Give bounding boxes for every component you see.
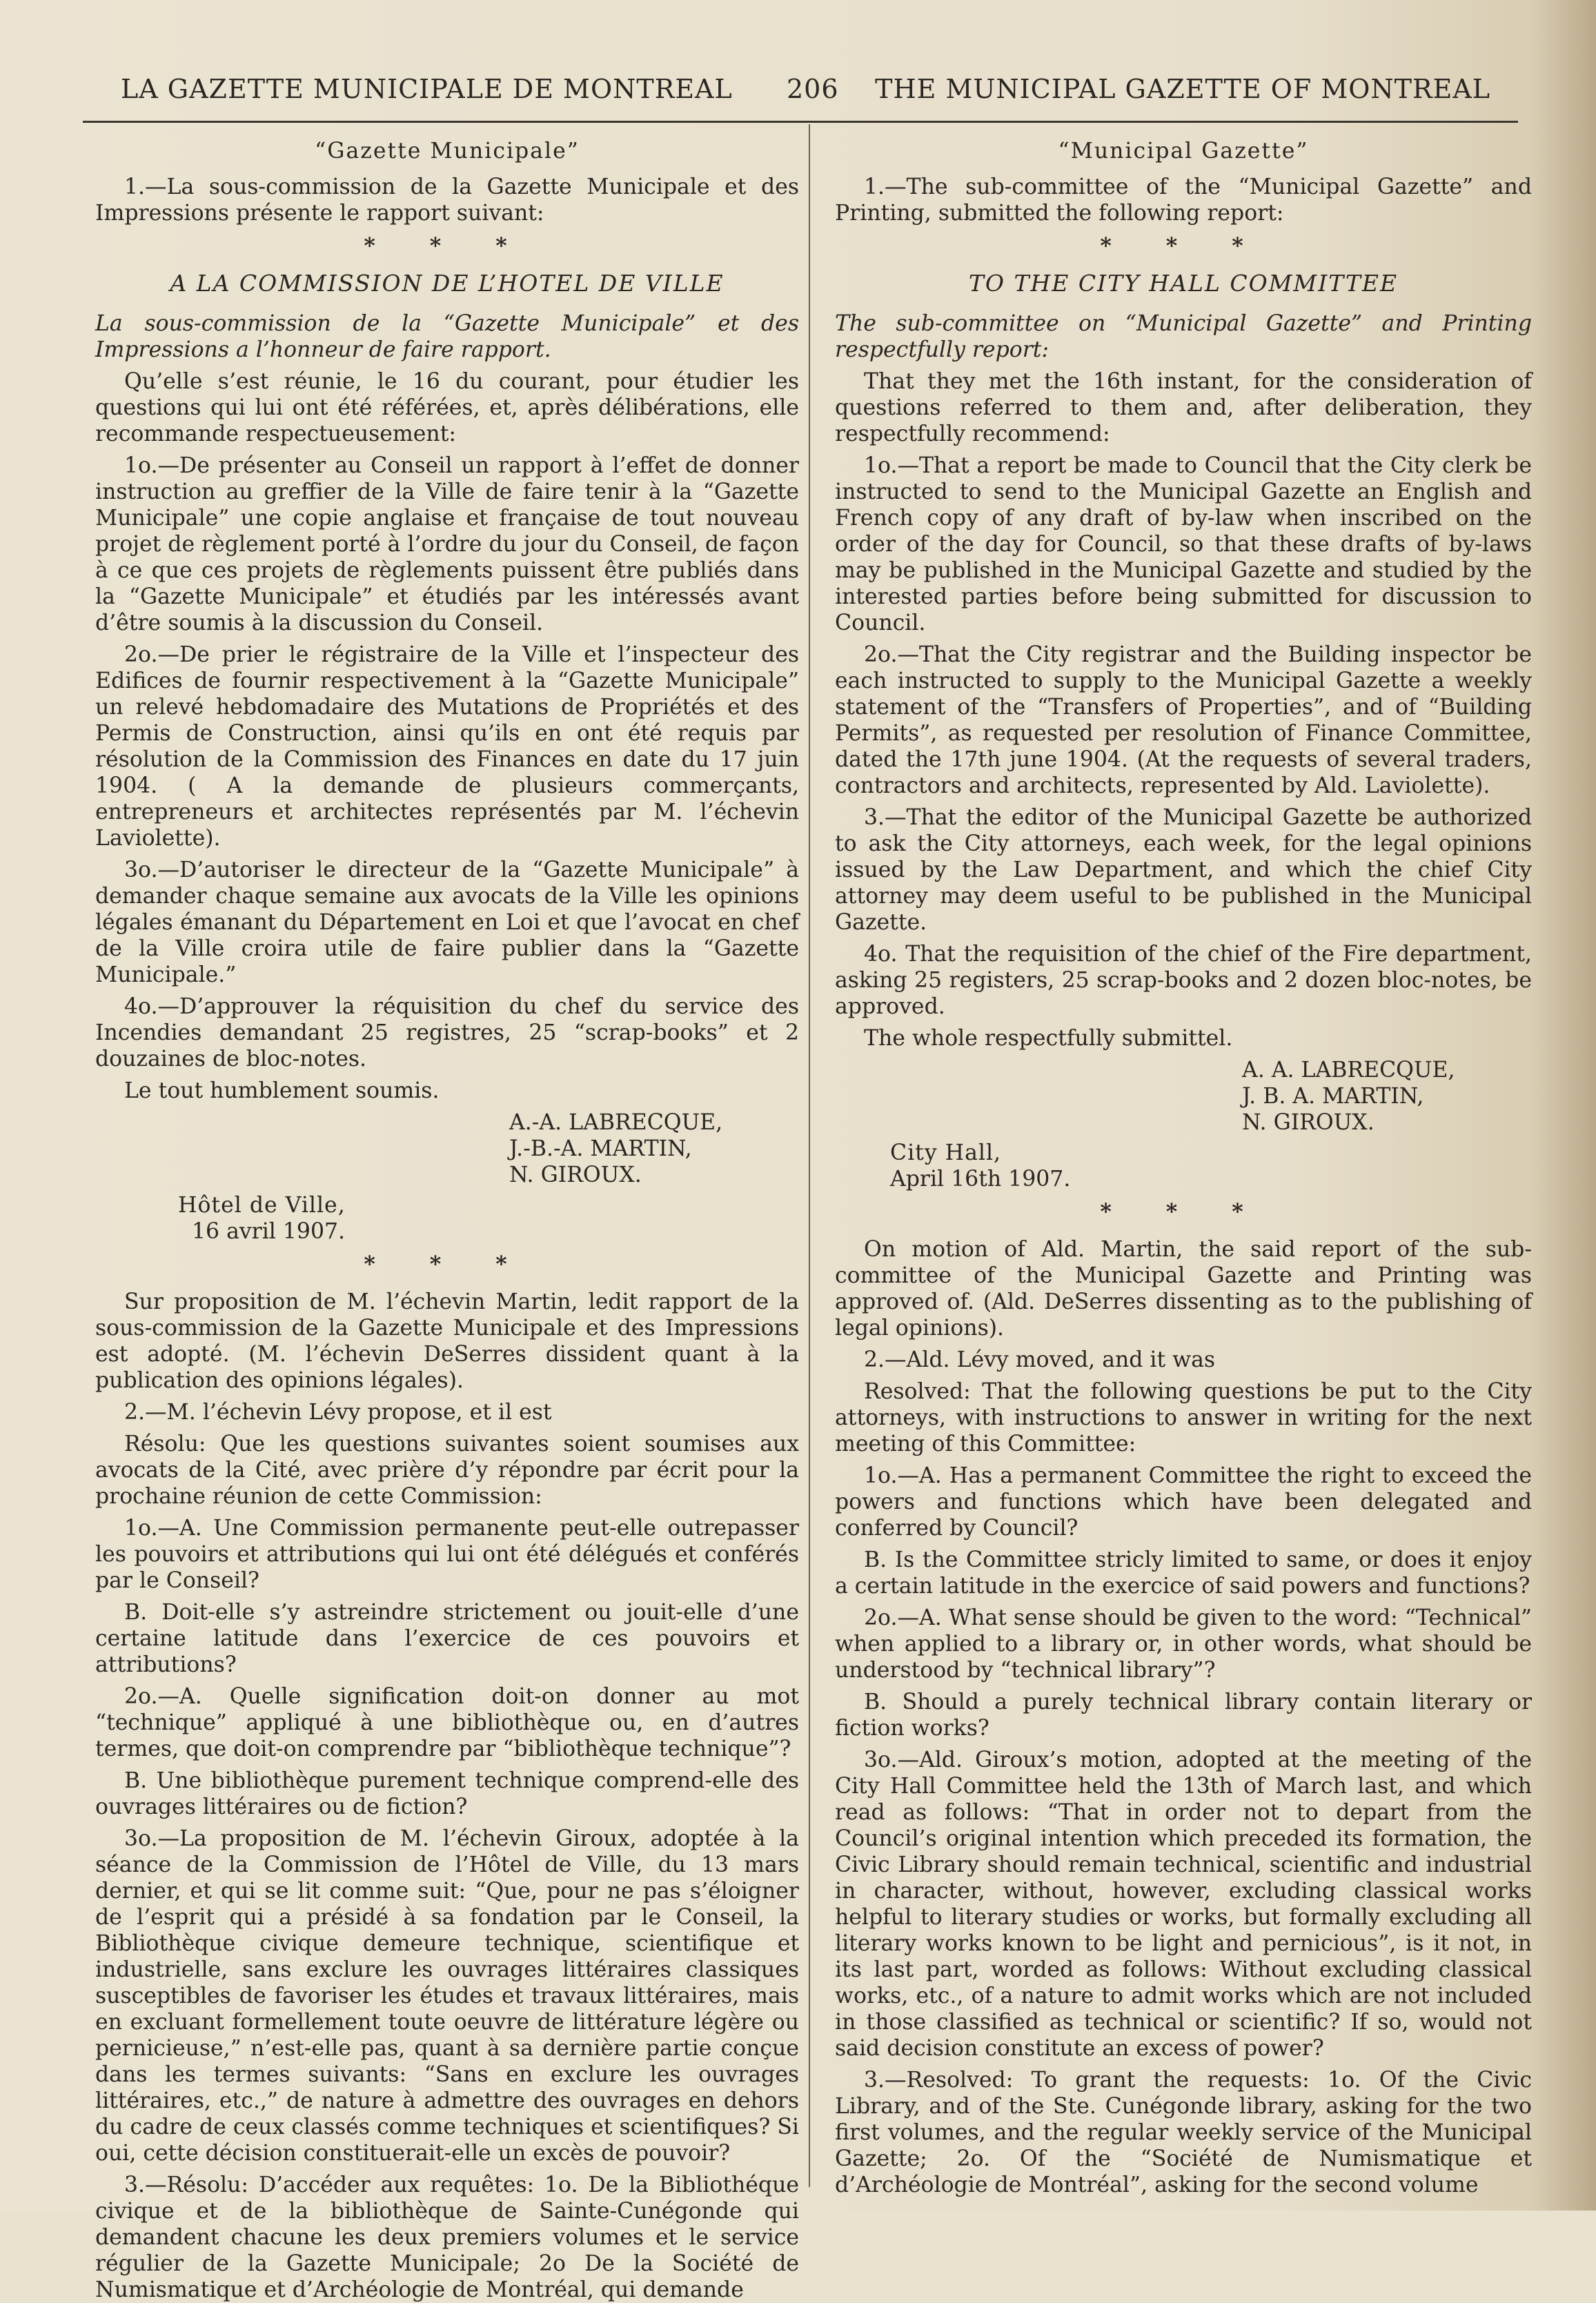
paragraph: 3o.—La proposition de M. l’échevin Giroux, adoptée à la séance de la Commission de l’Hôtel de Ville, du 13 mars dernier, et qui se lit comme suit: “Que, pour ne pas s’éloigner de l’esprit qui a présidé à sa fondation par le Conseil, la Bibliothèque civique demeure technique, scientifique et industrielle, sans exclure les ouvrages littéraires classiques susceptibles de favoriser les études et travaux littéraires, mais en excluant formellement toute oeuvre de littérature légère ou pernicieuse,” n’est-elle pas, quant à sa dernière partie conçue dans les termes suivants: “Sans en exclure les ouvrages littéraires, etc.,” de nature à admettre des ouvrages en dehors du cadre de ceux classés comme techniques et scientifiques? Si oui, cette décision constituerait-elle un excès de pouvoir? [95, 1826, 799, 2166]
page-header [83, 66, 1518, 123]
paragraph: Sur proposition de M. l’échevin Martin, ledit rapport de la sous-commission de la Gazette Municipale et des Impressions est adopté. (M. l’échevin DeSerres dissident quant à la publication des opinions légales). [95, 1289, 799, 1393]
section-title: “Gazette Municipale” [315, 139, 580, 164]
separator-stars: * * * [364, 233, 531, 259]
paragraph: Le tout humblement soumis. [124, 1078, 440, 1103]
salutation: The sub-committee on “Municipal Gazette” and Printing respectfully report: [835, 311, 1532, 362]
paragraph: 4o.—D’approuver la réquisition du chef du service des Incendies demandant 25 registres, 25 “scrap-books” et 2 douzaines de bloc-notes. [95, 994, 799, 1071]
paragraph: B. Une bibliothèque purement technique comprend-elle des ouvrages littéraires ou de fiction? [95, 1768, 799, 1819]
date-line: 16 avril 1907. [192, 1219, 346, 1244]
paragraph: 3o.—D’autoriser le directeur de la “Gazette Municipale” à demander chaque semaine aux avocats de la Ville les opinions légales émanant du Département en Loi et que l’avocat en chef de la Ville croira utile de faire publier dans la “Gazette Municipale.” [95, 858, 799, 987]
signature-line: J.-B.-A. MARTIN, [509, 1136, 692, 1161]
signature-line: N. GIROUX. [1242, 1110, 1375, 1135]
separator-stars: * * * [364, 1252, 531, 1277]
signature-line: A. A. LABRECQUE, [1242, 1058, 1455, 1083]
paragraph: Qu’elle s’est réunie, le 16 du courant, pour étudier les questions qui lui ont été référées, et, après délibérations, elle recommande respectueusement: [95, 369, 799, 446]
paragraph: Resolved: That the following questions be put to the City attorneys, with instructions to answer in writing for the next meeting of this Committee: [835, 1379, 1532, 1456]
paragraph: B. Doit-elle s’y astreindre strictement ou jouit-elle d’une certaine latitude dans l’exercice de ces pouvoirs et attributions? [95, 1600, 799, 1677]
french-column [95, 138, 799, 2302]
separator-stars: * * * [1100, 233, 1267, 259]
intro-paragraph: 1.—The sub-committee of the “Municipal Gazette” and Printing, submitted the following report: [835, 175, 1532, 226]
committee-address: TO THE CITY HALL COMMITTEE [968, 270, 1399, 297]
column-divider [809, 124, 810, 2187]
place-line: Hôtel de Ville, [178, 1193, 346, 1218]
paragraph: 2o.—A. Quelle signification doit-on donner au mot “technique” appliqué à une bibliothèque ou, en d’autres termes, que doit-on comprendre par “bibliothèque technique”? [95, 1684, 799, 1761]
paragraph: 3.—That the editor of the Municipal Gazette be authorized to ask the City attorneys, each week, for the legal opinions issued by the Law Department, and which the chief City attorney may deem useful to be published in the Municipal Gazette. [835, 805, 1532, 935]
paragraph: 1o.—A. Une Commission permanente peut-elle outrepasser les pouvoirs et attributions qui lui ont été délégués et conférés par le Conseil? [95, 1516, 799, 1593]
section-title: “Municipal Gazette” [1058, 139, 1309, 164]
place-date [890, 1140, 1532, 1192]
separator-stars: * * * [1100, 1199, 1267, 1225]
paragraph: 3.—Résolu: D’accéder aux requêtes: 1o. De la Bibliothéque civique et de la bibliothèque de Sainte-Cunégonde qui demandent chacune les deux premiers volumes et le service régulier de la Gazette Municipale; 2o De la Société de Numismatique et d’Archéologie de Montréal, qui demande [95, 2173, 799, 2302]
paragraph: On motion of Ald. Martin, the said report of the sub-committee of the Municipal Gazette and Printing was approved of. (Ald. DeSerres dissenting as to the publishing of legal opinions). [835, 1237, 1532, 1341]
date-line: April 16th 1907. [890, 1167, 1071, 1192]
paragraph: 1o.—De présenter au Conseil un rapport à l’effet de donner instruction au greffier de la Ville de faire tenir à la “Gazette Municipale” une copie anglaise et française de tout nouveau projet de règlement porté à l’ordre du jour du Conseil, de façon à ce que ces projets de règlements puissent être publiés dans la “Gazette Municipale” et étudiés par les intéressés avant d’être soumis à la discussion du Conseil. [95, 453, 799, 635]
signatures [1242, 1057, 1532, 1136]
header-english-title: THE MUNICIPAL GAZETTE OF MONTREAL [875, 74, 1490, 104]
signature-line: A.-A. LABRECQUE, [509, 1110, 723, 1135]
paragraph: That they met the 16th instant, for the consideration of questions referred to them and, after deliberation, they respectfully recommend: [835, 369, 1532, 446]
salutation: La sous-commission de la “Gazette Municipale” et des Impressions a l’honneur de faire rapport. [95, 311, 799, 362]
paragraph: Résolu: Que les questions suivantes soient soumises aux avocats de la Cité, avec prière d’y répondre par écrit pour la prochaine réunion de cette Commission: [95, 1432, 799, 1509]
signature-line: J. B. A. MARTIN, [1242, 1084, 1424, 1109]
paragraph: 3o.—Ald. Giroux’s motion, adopted at the meeting of the City Hall Committee held the 13th of March last, and which read as follows: “That in order not to depart from the Council’s original intention which preceded its formation, the Civic Library should remain technical, scientific and industrial in character, without, however, excluding classical works helpful to literary studies or works, but formally excluding all literary works known to be light and pernicious”, is it not, in its last part, worded as follows: Without excluding classical works, etc., of a nature to admit works which are not included in those classified as technical or scientific? If so, would not said decision constitute an excess of power? [835, 1748, 1532, 2061]
english-column [835, 138, 1532, 2197]
paragraph: 3.—Resolved: To grant the requests: 1o. Of the Civic Library, and of the Ste. Cunégonde library, asking for the two first volumes, and the regular weekly service of the Municipal Gazette; 2o. Of the “Société de Numismatique et d’Archéologie de Montréal”, asking for the second volume [835, 2068, 1532, 2197]
place-line: City Hall, [890, 1140, 1002, 1165]
paragraph: 2o.—A. What sense should be given to the word: “Technical” when applied to a library or, in other words, what should be understood by “technical library”? [835, 1605, 1532, 1683]
intro-paragraph: 1.—La sous-commission de la Gazette Municipale et des Impressions présente le rapport suivant: [95, 175, 799, 226]
paragraph: B. Is the Committee stricly limited to same, or does it enjoy a certain latitude in the exercice of said powers and functions? [835, 1548, 1532, 1599]
signature-line: N. GIROUX. [509, 1163, 642, 1187]
paragraph: 2.—Ald. Lévy moved, and it was [864, 1347, 1216, 1372]
signatures [509, 1109, 799, 1188]
paragraph: 2o.—De prier le régistraire de la Ville et l’inspecteur des Edifices de fournir respectivement à la “Gazette Municipale” un relevé hebdomadaire des Mutations de Propriétés et des Permis de Construction, ainsi qu’ils en ont été requis par résolution de la Commission des Finances en date du 17 juin 1904. ( A la demande de plusieurs commerçants, entrepreneurs et architectes représentés par M. l’échevin Laviolette). [95, 642, 799, 851]
paragraph: B. Should a purely technical library contain literary or fiction works? [835, 1690, 1532, 1741]
paragraph: 1o.—That a report be made to Council that the City clerk be instructed to send to the Municipal Gazette an English and French copy of any draft of by-law when inscribed on the order of the day for Council, so that these drafts of by-laws may be published in the Municipal Gazette and studied by the interested parties before being submitted for discussion to Council. [835, 453, 1532, 635]
paragraph: The whole respectfully submittel. [864, 1026, 1233, 1051]
paragraph: 2.—M. l’échevin Lévy propose, et il est [124, 1400, 552, 1425]
place-date [178, 1192, 799, 1245]
paragraph: 2o.—That the City registrar and the Building inspector be each instructed to supply to the Municipal Gazette a weekly statement of the “Transfers of Properties”, and of “Building Permits”, as requested per resolution of Finance Committee, dated the 17th june 1904. (At the requests of several traders, contractors and architects, represented by Ald. Laviolette). [835, 642, 1532, 798]
header-french-title: LA GAZETTE MUNICIPALE DE MONTREAL [121, 74, 733, 104]
committee-address: A LA COMMISSION DE L’HOTEL DE VILLE [170, 270, 725, 297]
paragraph: 4o. That the requisition of the chief of the Fire department, asking 25 registers, 25 scrap-books and 2 dozen bloc-notes, be approved. [835, 942, 1532, 1019]
page-number: 206 [787, 74, 839, 104]
paragraph: 1o.—A. Has a permanent Committee the right to exceed the powers and functions which have been delegated and conferred by Council? [835, 1463, 1532, 1541]
